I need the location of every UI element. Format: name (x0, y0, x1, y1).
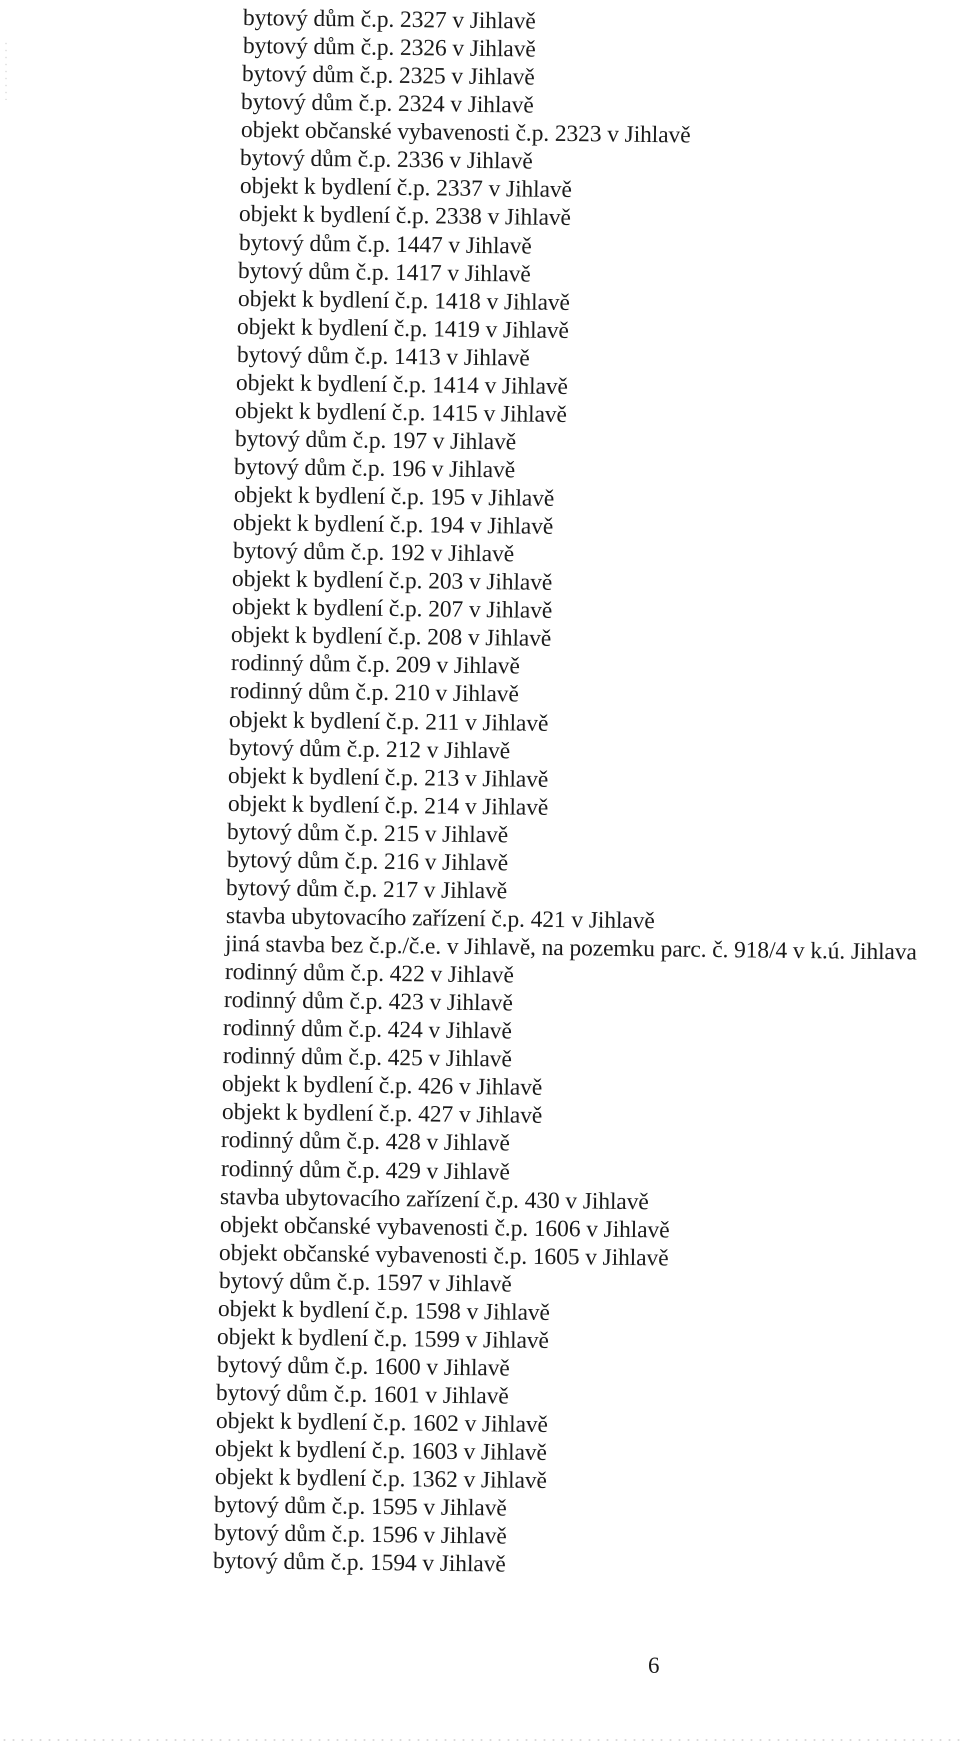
list-item: bytový dům č.p. 1595 v Jihlavě (213, 1492, 507, 1522)
list-item: bytový dům č.p. 2336 v Jihlavě (240, 145, 534, 175)
list-item: objekt k bydlení č.p. 208 v Jihlavě (230, 622, 552, 653)
list-item: objekt k bydlení č.p. 211 v Jihlavě (229, 706, 549, 737)
list-item: objekt k bydlení č.p. 195 v Jihlavě (233, 482, 555, 512)
list-item: stavba ubytovacího zařízení č.p. 430 v Jihlavě (219, 1183, 649, 1215)
list-item: objekt k bydlení č.p. 1418 v Jihlavě (237, 285, 570, 316)
list-item: bytový dům č.p. 1596 v Jihlavě (213, 1520, 507, 1550)
list-item: rodinný dům č.p. 422 v Jihlavě (224, 959, 514, 989)
list-item: objekt k bydlení č.p. 1415 v Jihlavě (235, 397, 568, 428)
list-item: bytový dům č.p. 215 v Jihlavě (227, 818, 509, 849)
list-item: bytový dům č.p. 1594 v Jihlavě (212, 1548, 506, 1578)
list-item: rodinný dům č.p. 429 v Jihlavě (220, 1155, 510, 1186)
list-item: objekt k bydlení č.p. 2337 v Jihlavě (239, 173, 572, 204)
list-item: stavba ubytovacího zařízení č.p. 421 v Jihlavě (225, 902, 655, 935)
list-item: objekt k bydlení č.p. 1602 v Jihlavě (215, 1408, 548, 1439)
list-item: objekt k bydlení č.p. 207 v Jihlavě (231, 594, 552, 625)
list-item: bytový dům č.p. 1601 v Jihlavě (216, 1379, 510, 1410)
list-item: rodinný dům č.p. 210 v Jihlavě (229, 678, 519, 708)
list-item: bytový dům č.p. 2325 v Jihlavě (241, 61, 535, 91)
page-number: 6 (648, 1653, 660, 1678)
list-item: objekt občanské vybavenosti č.p. 1606 v Jihlavě (219, 1211, 670, 1244)
list-item: bytový dům č.p. 2326 v Jihlavě (242, 33, 536, 63)
list-item: objekt k bydlení č.p. 1362 v Jihlavě (214, 1464, 547, 1495)
list-item: bytový dům č.p. 2327 v Jihlavě (242, 5, 536, 35)
list-item: bytový dům č.p. 1600 v Jihlavě (216, 1351, 510, 1382)
list-item: rodinný dům č.p. 423 v Jihlavě (223, 987, 513, 1017)
list-item: bytový dům č.p. 217 v Jihlavě (225, 874, 508, 905)
list-item: bytový dům č.p. 216 v Jihlavě (226, 846, 508, 877)
list-item: objekt k bydlení č.p. 213 v Jihlavě (228, 762, 549, 793)
list-item: objekt k bydlení č.p. 426 v Jihlavě (222, 1071, 543, 1102)
list-item: rodinný dům č.p. 424 v Jihlavě (223, 1015, 513, 1045)
list-item: bytový dům č.p. 1597 v Jihlavě (218, 1267, 512, 1298)
list-item: objekt občanské vybavenosti č.p. 1605 v Jihlavě (218, 1239, 669, 1272)
list-item: bytový dům č.p. 2324 v Jihlavě (241, 89, 535, 119)
list-item: objekt k bydlení č.p. 2338 v Jihlavě (239, 201, 572, 232)
list-item: objekt k bydlení č.p. 1598 v Jihlavě (217, 1295, 550, 1326)
list-item: objekt k bydlení č.p. 203 v Jihlavě (231, 566, 553, 597)
list-item: bytový dům č.p. 197 v Jihlavě (234, 425, 516, 456)
list-item: rodinný dům č.p. 209 v Jihlavě (230, 650, 520, 680)
list-item: rodinný dům č.p. 428 v Jihlavě (221, 1127, 511, 1157)
list-item: bytový dům č.p. 1417 v Jihlavě (237, 257, 531, 288)
list-item: bytový dům č.p. 1447 v Jihlavě (238, 229, 532, 260)
list-item: objekt k bydlení č.p. 1419 v Jihlavě (236, 313, 570, 344)
scan-noise-bottom (0, 1736, 960, 1744)
list-item: rodinný dům č.p. 425 v Jihlavě (222, 1043, 512, 1073)
list-item: objekt k bydlení č.p. 214 v Jihlavě (227, 790, 549, 821)
list-item: jiná stavba bez č.p./č.e. v Jihlavě, na pozemku parc. č. 918/4 v k.ú. Jihlava (224, 931, 917, 966)
list-item: bytový dům č.p. 1413 v Jihlavě (236, 341, 530, 372)
list-item: bytový dům č.p. 192 v Jihlavě (232, 538, 514, 568)
list-item: objekt k bydlení č.p. 1414 v Jihlavě (235, 369, 568, 400)
list-item: bytový dům č.p. 196 v Jihlavě (234, 454, 516, 484)
list-item: objekt k bydlení č.p. 194 v Jihlavě (233, 510, 554, 541)
list-item: bytový dům č.p. 212 v Jihlavě (228, 734, 510, 765)
list-item: objekt k bydlení č.p. 427 v Jihlavě (221, 1099, 543, 1130)
list-item: objekt k bydlení č.p. 1599 v Jihlavě (217, 1323, 550, 1354)
list-item: objekt k bydlení č.p. 1603 v Jihlavě (215, 1436, 548, 1467)
list-item: objekt občanské vybavenosti č.p. 2323 v Jihlavě (240, 117, 691, 149)
